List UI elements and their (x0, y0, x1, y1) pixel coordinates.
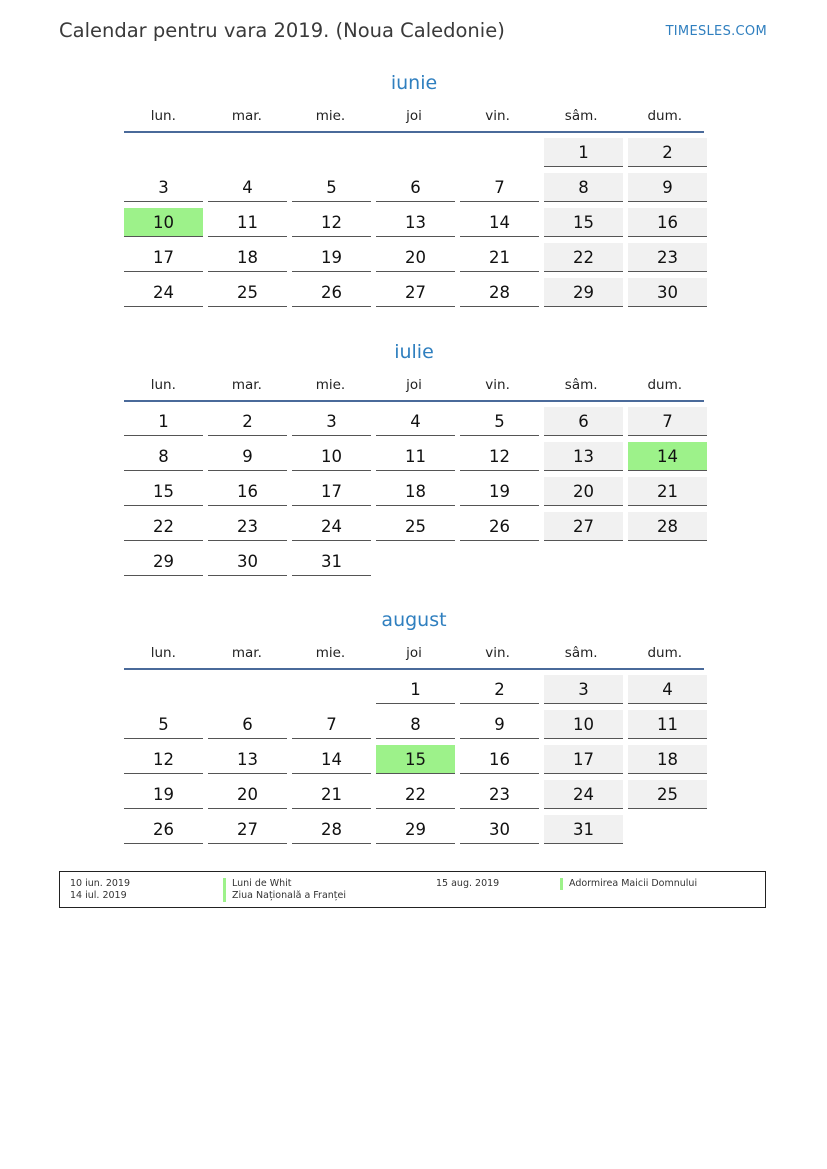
legend-holiday-name: Ziua Națională a Franței (223, 890, 346, 902)
day-cell: 19 (124, 780, 203, 809)
empty-cell (292, 675, 371, 704)
weekday-label: dum. (647, 645, 683, 661)
day-cell: 17 (544, 745, 623, 774)
day-cell: 2 (460, 675, 539, 704)
day-cell: 5 (124, 710, 203, 739)
day-cell: 11 (376, 442, 455, 471)
empty-cell (460, 138, 539, 167)
month-title: august (381, 609, 447, 631)
day-cell: 12 (292, 208, 371, 237)
day-cell: 20 (376, 243, 455, 272)
empty-cell (376, 138, 455, 167)
day-cell: 22 (544, 243, 623, 272)
weekday-label: sâm. (564, 377, 598, 393)
day-cell: 24 (292, 512, 371, 541)
month-june (124, 70, 704, 307)
holiday-legend (59, 871, 766, 908)
day-cell: 29 (376, 815, 455, 844)
legend-date: 15 aug. 2019 (436, 878, 500, 889)
weekday-label: lun. (150, 645, 176, 661)
day-cell: 25 (376, 512, 455, 541)
day-cell: 9 (628, 173, 707, 202)
empty-cell (208, 675, 287, 704)
weekday-label: lun. (150, 377, 176, 393)
day-cell: 30 (460, 815, 539, 844)
day-cell: 8 (376, 710, 455, 739)
day-grid (124, 675, 704, 844)
day-cell: 10 (292, 442, 371, 471)
day-cell: 20 (544, 477, 623, 506)
day-cell: 16 (628, 208, 707, 237)
empty-cell (124, 675, 203, 704)
day-cell: 26 (124, 815, 203, 844)
empty-cell (292, 138, 371, 167)
weekday-label: vin. (485, 108, 510, 124)
day-cell: 1 (376, 675, 455, 704)
day-cell: 12 (124, 745, 203, 774)
day-cell: 27 (208, 815, 287, 844)
day-cell: 13 (544, 442, 623, 471)
day-cell: 31 (292, 547, 371, 576)
day-cell: 26 (460, 512, 539, 541)
weekday-label: vin. (485, 377, 510, 393)
day-cell: 27 (544, 512, 623, 541)
day-cell: 12 (460, 442, 539, 471)
day-cell: 18 (628, 745, 707, 774)
month-title: iunie (390, 72, 438, 94)
weekday-label: mar. (231, 108, 262, 124)
weekday-label: lun. (150, 108, 176, 124)
day-cell: 6 (208, 710, 287, 739)
day-cell: 8 (124, 442, 203, 471)
weekday-label: sâm. (564, 108, 598, 124)
day-cell: 4 (628, 675, 707, 704)
day-cell: 14 (292, 745, 371, 774)
day-cell: 2 (208, 407, 287, 436)
weekday-label: dum. (647, 377, 683, 393)
day-cell: 16 (460, 745, 539, 774)
weekday-label: joi (406, 645, 422, 661)
site-link[interactable]: TIMESLES.COM (665, 24, 767, 39)
legend-names-col1 (223, 878, 346, 902)
day-cell: 3 (544, 675, 623, 704)
day-cell: 6 (544, 407, 623, 436)
legend-holiday-name: Adormirea Maicii Domnului (560, 878, 697, 890)
day-cell: 9 (460, 710, 539, 739)
legend-date: 10 iun. 2019 (70, 878, 131, 889)
empty-cell (124, 138, 203, 167)
day-cell: 23 (208, 512, 287, 541)
day-cell: 17 (124, 243, 203, 272)
weekday-label: mie. (315, 377, 346, 393)
day-cell: 28 (460, 278, 539, 307)
day-cell: 11 (208, 208, 287, 237)
day-cell: 18 (208, 243, 287, 272)
month-title: iulie (394, 341, 434, 363)
empty-cell (208, 138, 287, 167)
day-cell: 11 (628, 710, 707, 739)
weekday-label: joi (406, 377, 422, 393)
day-cell: 21 (460, 243, 539, 272)
day-cell: 3 (292, 407, 371, 436)
weekday-header (124, 642, 704, 670)
day-cell: 5 (460, 407, 539, 436)
day-cell: 7 (460, 173, 539, 202)
day-cell: 22 (124, 512, 203, 541)
day-cell: 15 (544, 208, 623, 237)
day-cell: 26 (292, 278, 371, 307)
day-grid (124, 407, 704, 576)
weekday-label: mar. (231, 377, 262, 393)
day-cell: 4 (208, 173, 287, 202)
month-august (124, 607, 704, 844)
month-july (124, 339, 704, 576)
day-cell: 20 (208, 780, 287, 809)
day-cell: 25 (628, 780, 707, 809)
day-cell: 23 (460, 780, 539, 809)
legend-dates-col1 (70, 878, 130, 902)
day-cell: 2 (628, 138, 707, 167)
holiday-day-cell: 15 (376, 745, 455, 774)
day-cell: 30 (208, 547, 287, 576)
day-cell: 23 (628, 243, 707, 272)
day-cell: 24 (124, 278, 203, 307)
legend-holiday-name: Luni de Whit (223, 878, 346, 890)
day-cell: 17 (292, 477, 371, 506)
day-cell: 1 (544, 138, 623, 167)
weekday-header (124, 105, 704, 133)
day-cell: 1 (124, 407, 203, 436)
day-cell: 25 (208, 278, 287, 307)
day-cell: 13 (376, 208, 455, 237)
weekday-label: mie. (315, 108, 346, 124)
day-cell: 31 (544, 815, 623, 844)
day-cell: 16 (208, 477, 287, 506)
weekday-label: dum. (647, 108, 683, 124)
day-cell: 29 (124, 547, 203, 576)
day-cell: 19 (292, 243, 371, 272)
weekday-label: mar. (231, 645, 262, 661)
day-cell: 24 (544, 780, 623, 809)
legend-dates-col2 (436, 878, 499, 890)
day-cell: 28 (628, 512, 707, 541)
day-cell: 5 (292, 173, 371, 202)
day-cell: 6 (376, 173, 455, 202)
weekday-label: sâm. (564, 645, 598, 661)
weekday-label: vin. (485, 645, 510, 661)
day-cell: 10 (544, 710, 623, 739)
holiday-day-cell: 14 (628, 442, 707, 471)
day-cell: 22 (376, 780, 455, 809)
page-title: Calendar pentru vara 2019. (Noua Caledonie) (59, 19, 505, 42)
day-cell: 8 (544, 173, 623, 202)
day-cell: 15 (124, 477, 203, 506)
day-cell: 21 (628, 477, 707, 506)
legend-date: 14 iul. 2019 (70, 890, 127, 901)
day-cell: 28 (292, 815, 371, 844)
weekday-label: mie. (315, 645, 346, 661)
weekday-header (124, 374, 704, 402)
day-cell: 9 (208, 442, 287, 471)
day-cell: 21 (292, 780, 371, 809)
day-cell: 7 (292, 710, 371, 739)
day-cell: 29 (544, 278, 623, 307)
day-cell: 3 (124, 173, 203, 202)
day-grid (124, 138, 704, 307)
legend-names-col2 (560, 878, 697, 890)
day-cell: 4 (376, 407, 455, 436)
holiday-day-cell: 10 (124, 208, 203, 237)
day-cell: 30 (628, 278, 707, 307)
day-cell: 27 (376, 278, 455, 307)
day-cell: 14 (460, 208, 539, 237)
day-cell: 7 (628, 407, 707, 436)
day-cell: 13 (208, 745, 287, 774)
day-cell: 19 (460, 477, 539, 506)
weekday-label: joi (406, 108, 422, 124)
day-cell: 18 (376, 477, 455, 506)
